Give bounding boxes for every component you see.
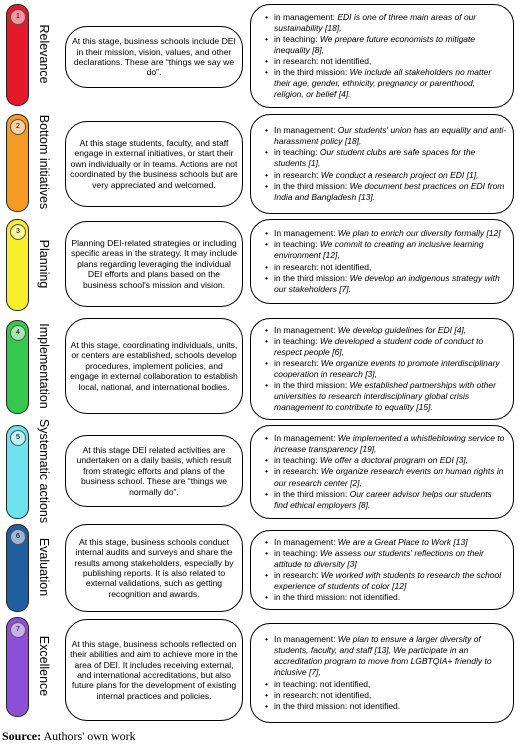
stage-title: Bottom initiatives — [37, 114, 51, 210]
stage-number-badge: 3 — [10, 224, 26, 240]
stage-title: Relevance — [37, 24, 51, 84]
example-management: • In management: Our students' union has an equality and anti-harassment policy [18], — [265, 125, 507, 147]
stage-examples — [250, 219, 514, 304]
example-teaching: • in teaching: not identified, — [265, 679, 507, 690]
stage-number-badge: 6 — [10, 529, 26, 545]
example-research: • in research: We worked with students to research the school experience of students of color [12] — [265, 570, 507, 592]
stage-planning — [0, 219, 520, 313]
example-teaching: • in teaching: We prepare future economists to mitigate inequality [8], — [265, 34, 507, 56]
stage-number-badge: 1 — [10, 9, 26, 25]
stage-description: At this stage, business schools conduct internal audits and surveys and share the results among stakeholders, especially by publishing reports. It is also related to external validations, such as getting recognition and awards. — [65, 524, 243, 612]
stage-examples — [250, 318, 514, 420]
stage-description: At this stage, business schools include DEI in their mission, vision, values, and other declarations. These are “things we say we do”. — [65, 26, 243, 88]
example-research: • in research: not identified, — [265, 56, 507, 67]
example-management: • In management: We implemented a whistleblowing service to increase transparency [19], — [265, 433, 507, 455]
stage-excellence — [0, 617, 520, 725]
example-research: • in research: not identified, — [265, 262, 507, 273]
example-third-mission: • in the third mission: We established partnerships with other universities to research interdisciplinary global crisis management to contribute to equality [15]. — [265, 380, 507, 413]
example-teaching: • in teaching: Our student clubs are safe spaces for the students [1], — [265, 147, 507, 169]
example-research: • in research: We organize events to promote interdisciplinary cooperation in research [3], — [265, 358, 507, 380]
example-research: • in research: We conduct a research project on EDI [1], — [265, 170, 507, 181]
example-teaching: • in teaching: We commit to creating an inclusive learning environment [12], — [265, 239, 507, 261]
stage-description: Planning DEI-related strategies or including specific areas in the strategy. It may include plans regarding leveraging the individual DEI efforts and plans based on the business school's mission and vision. — [65, 221, 243, 307]
stage-title: Systematic actions — [37, 418, 51, 524]
stage-bottom-initiatives — [0, 114, 520, 214]
example-third-mission: • in the third mission: We develop an indigenous strategy with our stakeholders [7]. — [265, 273, 507, 295]
stage-examples — [250, 530, 514, 610]
example-teaching: • in teaching: We offer a doctoral program on EDI [3], — [265, 455, 507, 466]
stage-description: At this stage students, faculty, and staff engage in external initiatives, or start their own individually or in teams. Actions are not coordinated by the business schools but are very appreciated and welcomed. — [65, 121, 243, 207]
example-management: • In management: We develop guidelines for EDI [4], — [265, 325, 507, 336]
example-third-mission: • in the third mission: We include all stakeholders no matter their age, gender, ethnicity, pregnancy or parenthood, religion, or belief [4]. — [265, 67, 507, 100]
stage-examples — [250, 623, 514, 723]
stage-relevance — [0, 4, 520, 108]
stage-description: At this stage, business schools reflected on their abilities and aim to achieve more in the area of DEI. It includes receiving external, and international accreditations, but also future plans for the development of existing internal practices and policies. — [65, 619, 243, 721]
stage-title: Implementation — [37, 323, 51, 409]
example-management: • In management: We plan to ensure a larger diversity of students, faculty, and staff [13], We participate in an accreditation program to move from LGBTQIA+ friendly to inclusive [7], — [265, 634, 507, 678]
stage-number-badge: 4 — [10, 325, 26, 341]
example-third-mission: • in the third mission: not identified. — [265, 701, 507, 712]
example-management: • in management: EDI is one of three main areas of our sustainability [18], — [265, 12, 507, 34]
stage-evaluation — [0, 524, 520, 612]
stage-examples — [250, 4, 514, 108]
stage-description: At this stage DEI related activities are undertaken on a daily basis, which result from strategic efforts and plans of the business school. These are “things we normally do”. — [65, 435, 243, 507]
stage-title: Excellence — [37, 635, 51, 697]
stage-number-badge: 5 — [10, 430, 26, 446]
source-note: Source: Authors' own work — [2, 729, 136, 743]
stage-systematic-actions — [0, 418, 520, 524]
example-research: • in research: We organize research events on human rights in our research center [2], — [265, 466, 507, 488]
example-third-mission: • in the third mission: We document best practices on EDI from India and Bangladesh [13]. — [265, 181, 507, 203]
stage-implementation — [0, 318, 520, 420]
example-third-mission: • in the third mission: Our career advisor helps our students find ethical employers [8]. — [265, 489, 507, 511]
example-teaching: • in teaching: We assess our students' reflections on their attitude to diversity [3] — [265, 548, 507, 570]
stage-title: Evaluation — [37, 537, 51, 597]
stage-number-badge: 7 — [10, 622, 26, 638]
example-research: • in research: not identified, — [265, 690, 507, 701]
stage-title: Planning — [37, 239, 51, 289]
stage-examples — [250, 114, 514, 214]
example-management: • In management: We are a Great Place to Work [13] — [265, 537, 507, 548]
example-teaching: • in teaching: We developed a student code of conduct to respect people [6], — [265, 336, 507, 358]
stage-description: At this stage, coordinating individuals, units, or centers are established, schools develop procedures, implement policies, and engage in external collaboration to establish local, national, and international bodies. — [65, 318, 243, 414]
example-management: • In management: We plan to enrich our diversity formally [12] — [265, 228, 507, 239]
example-third-mission: • in the third mission: not identified. — [265, 592, 507, 603]
stage-number-badge: 2 — [10, 119, 26, 135]
stage-examples — [250, 425, 514, 519]
